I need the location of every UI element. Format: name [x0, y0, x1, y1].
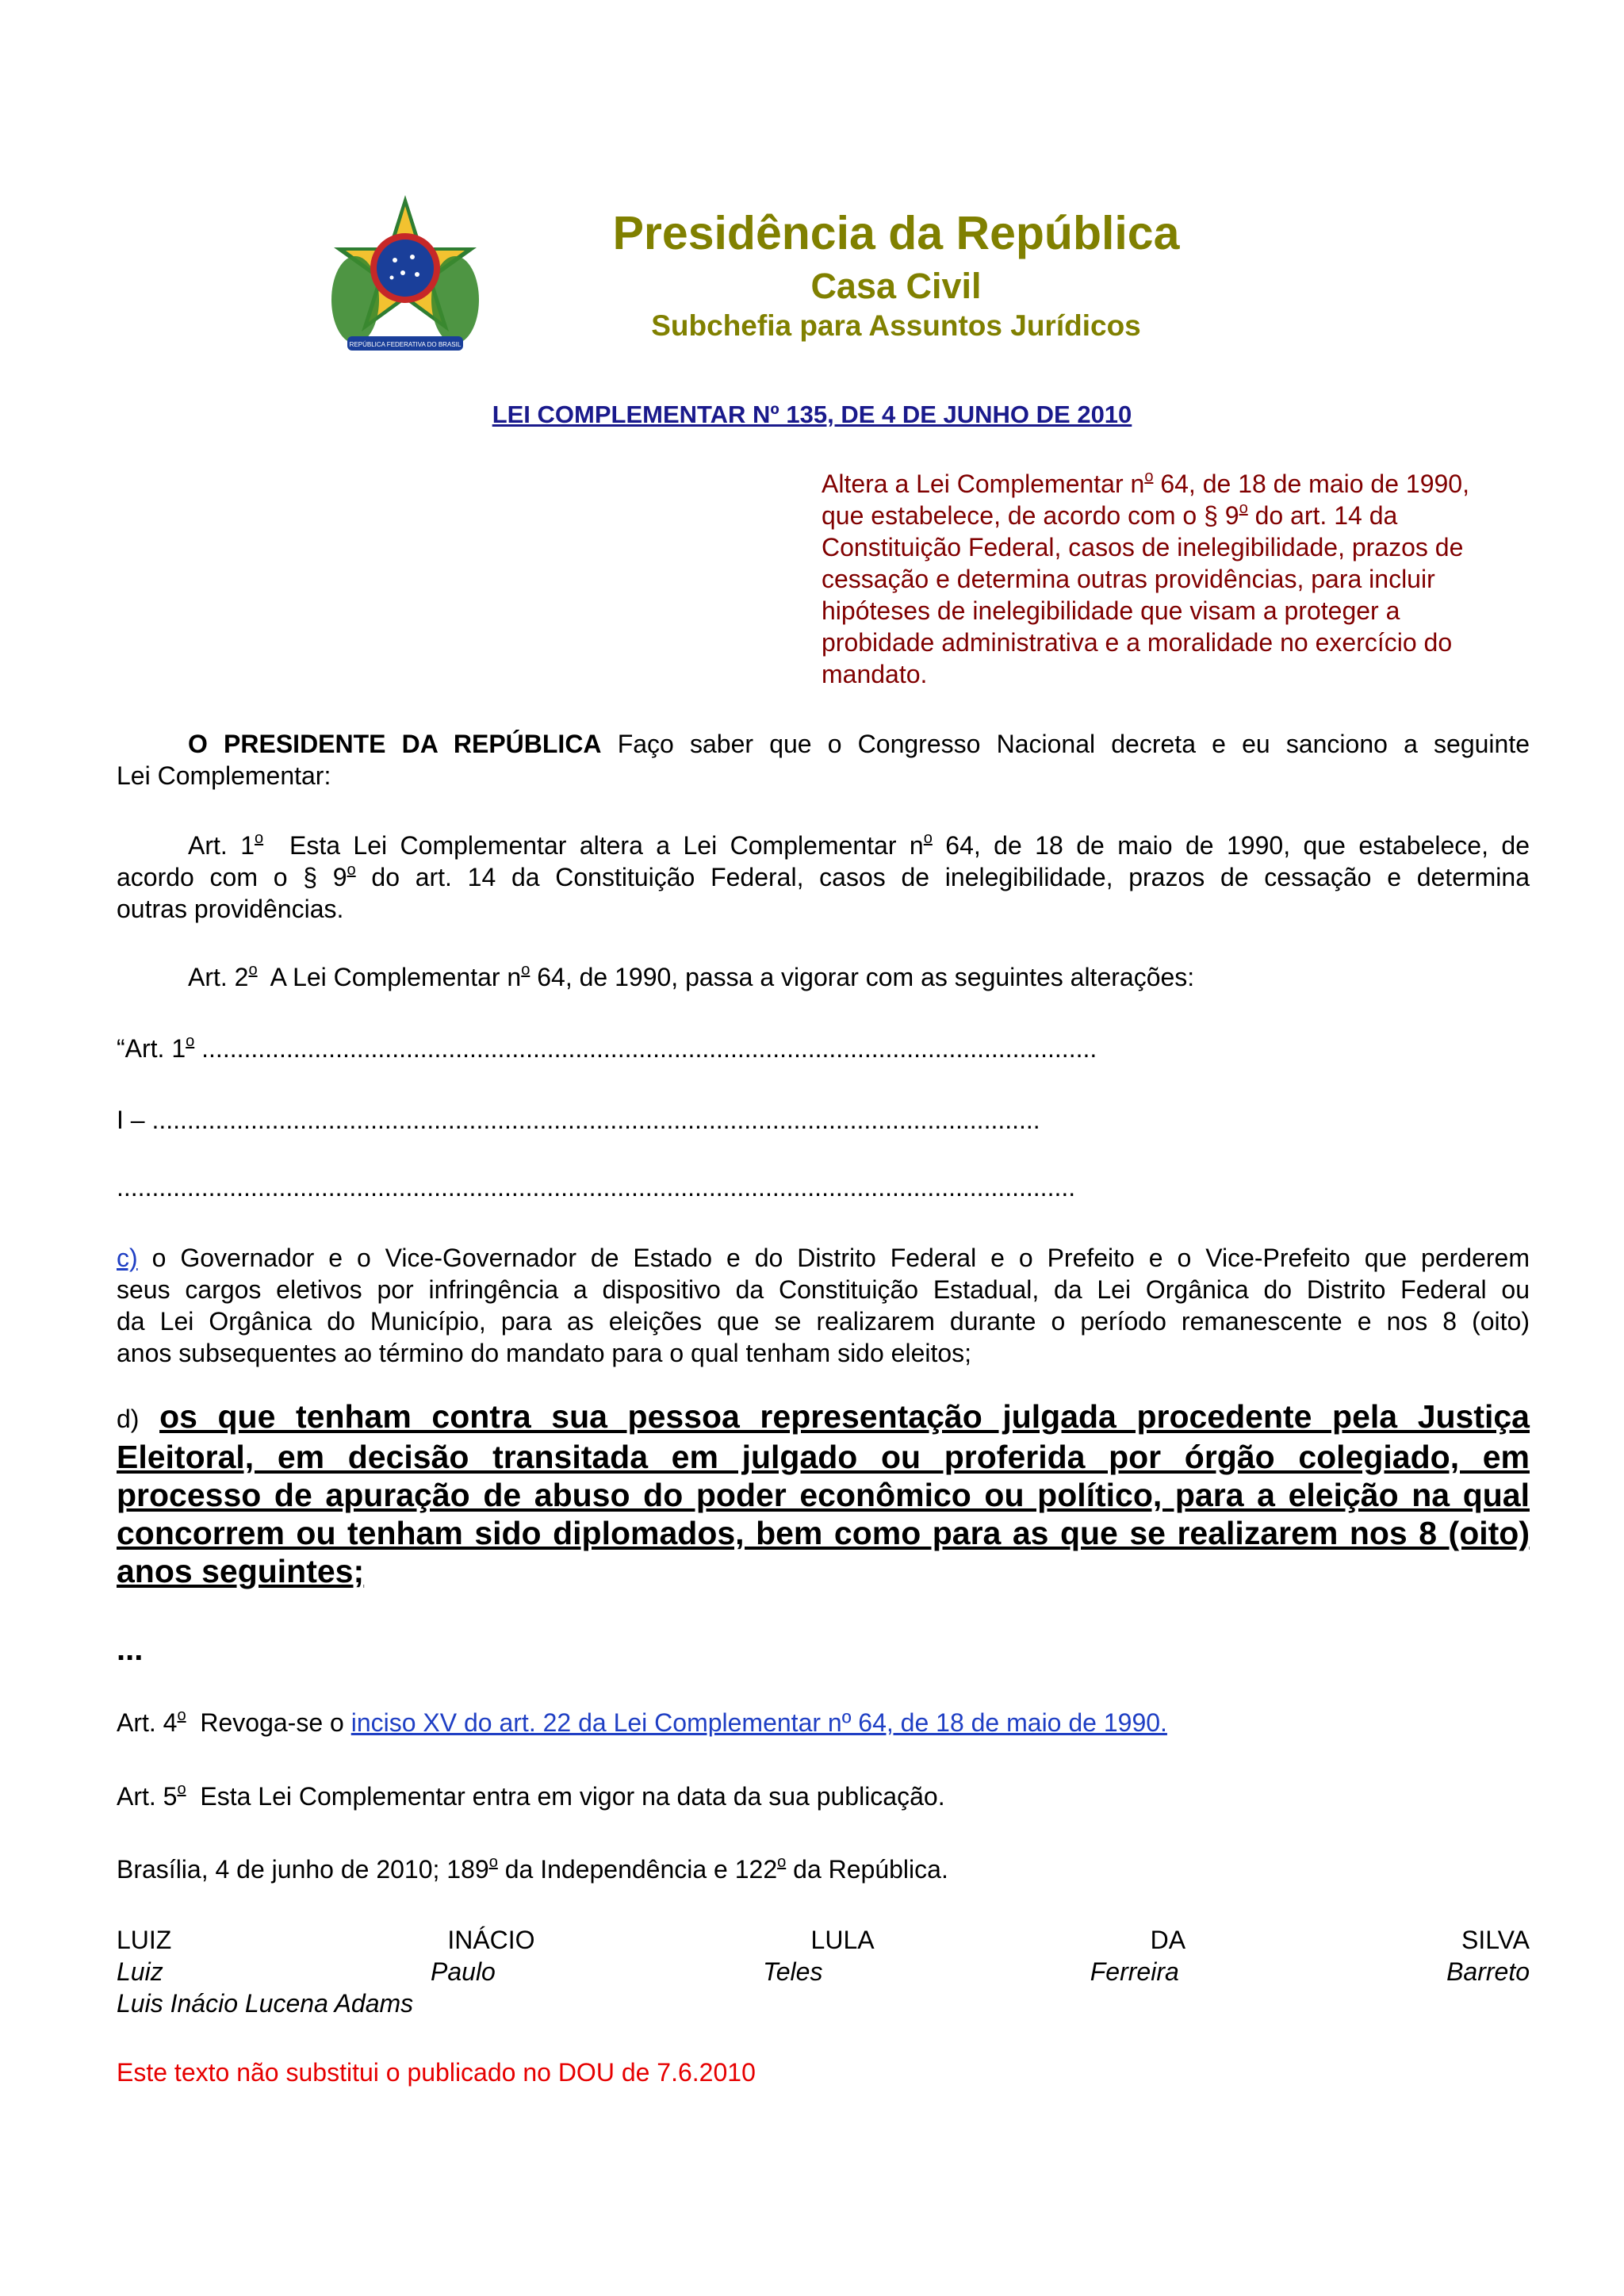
date-line: Brasília, 4 de junho de 2010; 189$^o$ da Independência e 122$^o$ da República.: [117, 1853, 948, 1884]
revoked-provision-link[interactable]: inciso XV do art. 22 da Lei Complementar nº 64, de 18 de maio de 1990.: [350, 1708, 1167, 1737]
agency-subtitle: Casa Civil: [810, 266, 982, 306]
signature-minister-1: Luiz Paulo Teles Ferreira Barreto: [117, 1957, 1530, 1986]
law-title[interactable]: LEI COMPLEMENTAR Nº 135, DE 4 DE JUNHO DE 2010: [492, 401, 1132, 428]
agency-title: Presidência da República: [612, 207, 1180, 259]
preamble: O PRESIDENTE DA REPÚBLICA Faço saber que o Congresso Nacional decreta e eu sanciono a seguinte Lei Complementar:: [117, 730, 1530, 790]
item-d: d) os que tenham contra sua pessoa representação julgada procedente pela Justiça Eleitoral, em decisão transitada em julgado ou proferida por órgão colegiado, em processo de apuração de abuso do poder econômico ou político, para a eleição na qual concorrem ou tenham sido diplomados, bem como para as que se realizarem nos 8 (oito) anos seguintes;: [117, 1398, 1530, 1589]
quote-art1-line: “Art. 1$^o$ ...............................................................................................................................: [117, 1033, 1097, 1063]
article-1: Art. 1$^o$ Esta Lei Complementar altera a Lei Complementar $n^o$ 64, de 18 de maio de 1990, que estabelece, de acordo com o § 9$^o$ do art. 14 da Constituição Federal, casos de inelegibilidade, prazos de cessação e determina outras providências.: [117, 830, 1530, 923]
item-c: c) o Governador e o Vice-Governador de Estado e do Distrito Federal e o Prefeito e o Vice-Prefeito que perderem seus cargos eletivos por infringência a dispositivo da Constituição Estadual, da Lei Orgânica do Distrito Federal ou da Lei Orgânica do Município, para as eleições que se realizarem durante o período remanescente e nos 8 (oito) anos subsequentes ao término do mandato para o qual tenham sido eleitos;: [117, 1244, 1530, 1367]
seal-banner-text: REPÚBLICA FEDERATIVA DO BRASIL: [349, 341, 462, 348]
article-2: Art. 2$^o$ A Lei Complementar $n^o$ 64, de 1990, passa a vigorar com as seguintes alterações:: [188, 961, 1195, 991]
ementa: Altera a Lei Complementar $n^o$ 64, de 18 de maio de 1990, que estabelece, de acordo com o § 9$^o$ do art. 14 da Constituição Federal, casos de inelegibilidade, prazos de cessação e determina outras providências, para incluir hipóteses de inelegibilidade que visam a proteger a probidade administrativa e a moralidade no exercício do mandato.: [822, 468, 1469, 688]
item-c-link[interactable]: c): [117, 1244, 138, 1272]
signature-minister-2: Luis Inácio Lucena Adams: [117, 1989, 414, 2018]
quote-dots-line: ........................................................................................................................................: [117, 1173, 1076, 1202]
quote-item1-line: I – ..............................................................................................................................: [117, 1106, 1040, 1134]
article-5: Art. 5$^o$ Esta Lei Complementar entra em vigor na data da sua publicação.: [117, 1780, 945, 1811]
ellipsis: ...: [117, 1632, 144, 1667]
footer-disclaimer: Este texto não substitui o publicado no DOU de 7.6.2010: [117, 2058, 756, 2087]
agency-department: Subchefia para Assuntos Jurídicos: [651, 309, 1141, 342]
signature-president: LUIZ INÁCIO LULA DA SILVA: [117, 1926, 1530, 1954]
brasil-coat-of-arms-icon: [324, 189, 487, 363]
article-4: Art. 4$^o$ Revoga-se o inciso XV do art. 22 da Lei Complementar nº 64, de 18 de maio de 1990.: [117, 1707, 1167, 1737]
